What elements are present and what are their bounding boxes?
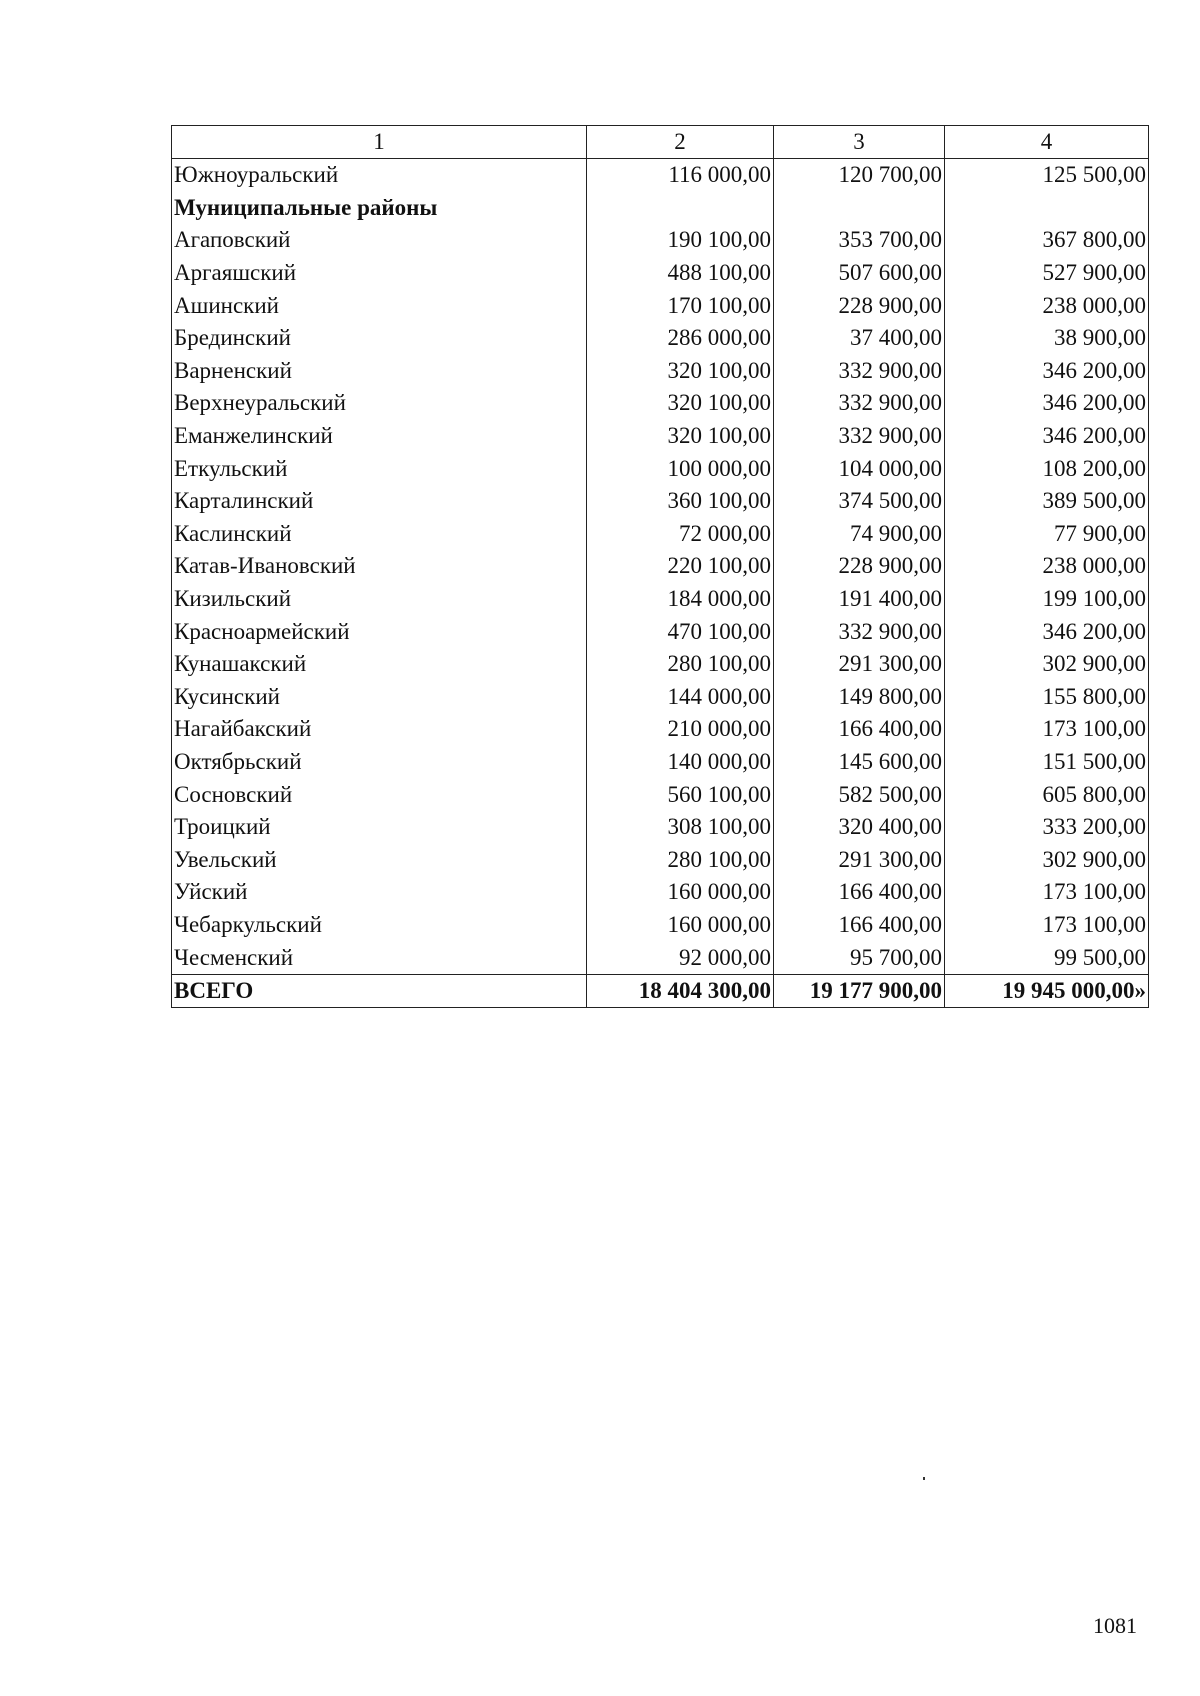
- row-value-2: 280 100,00: [587, 843, 774, 876]
- row-value-3: 74 900,00: [774, 518, 945, 551]
- table-row: [172, 224, 1149, 257]
- row-name: Карталинский: [172, 485, 587, 518]
- row-value-2: 470 100,00: [587, 615, 774, 648]
- row-name: Брединский: [172, 322, 587, 355]
- row-value-3: 332 900,00: [774, 387, 945, 420]
- row-value-4: 155 800,00: [945, 681, 1149, 714]
- row-name: Чебаркульский: [172, 909, 587, 942]
- row-value-2: 72 000,00: [587, 518, 774, 551]
- row-value-4: 238 000,00: [945, 289, 1149, 322]
- table-row: [172, 876, 1149, 909]
- row-name: Сосновский: [172, 778, 587, 811]
- row-name: Муниципальные районы: [172, 192, 587, 225]
- row-value-2: 308 100,00: [587, 811, 774, 844]
- table-row: [172, 420, 1149, 453]
- row-value-2: 140 000,00: [587, 746, 774, 779]
- total-value-4: 19 945 000,00»: [945, 974, 1149, 1008]
- table-row: [172, 713, 1149, 746]
- row-value-2: 320 100,00: [587, 387, 774, 420]
- row-value-3: 37 400,00: [774, 322, 945, 355]
- row-value-3: 332 900,00: [774, 355, 945, 388]
- row-value-3: 95 700,00: [774, 941, 945, 974]
- total-value-3: 19 177 900,00: [774, 974, 945, 1008]
- row-name: Аргаяшский: [172, 257, 587, 290]
- row-value-2: 488 100,00: [587, 257, 774, 290]
- row-value-4: 346 200,00: [945, 615, 1149, 648]
- row-value-2: 144 000,00: [587, 681, 774, 714]
- row-name: Верхнеуральский: [172, 387, 587, 420]
- table-row: [172, 550, 1149, 583]
- page-number: 1081: [1093, 1613, 1137, 1638]
- table-row: [172, 322, 1149, 355]
- row-value-3: 228 900,00: [774, 550, 945, 583]
- row-value-4: 238 000,00: [945, 550, 1149, 583]
- table-row: [172, 746, 1149, 779]
- total-value-2: 18 404 300,00: [587, 974, 774, 1008]
- row-value-3: 166 400,00: [774, 909, 945, 942]
- budget-table: [171, 125, 1149, 1008]
- row-name: Увельский: [172, 843, 587, 876]
- row-value-3: 120 700,00: [774, 159, 945, 192]
- row-name: Каслинский: [172, 518, 587, 551]
- row-name: Ашинский: [172, 289, 587, 322]
- row-value-4: 527 900,00: [945, 257, 1149, 290]
- table-row: [172, 648, 1149, 681]
- column-header-3: 3: [774, 126, 945, 159]
- total-row: [172, 974, 1149, 1008]
- row-value-2: [587, 192, 774, 225]
- row-value-3: 291 300,00: [774, 648, 945, 681]
- row-name: Варненский: [172, 355, 587, 388]
- row-value-4: 77 900,00: [945, 518, 1149, 551]
- table-row: [172, 941, 1149, 974]
- table-row: [172, 387, 1149, 420]
- table-row: [172, 681, 1149, 714]
- row-value-2: 160 000,00: [587, 876, 774, 909]
- table-row: [172, 778, 1149, 811]
- row-value-3: 104 000,00: [774, 452, 945, 485]
- row-value-4: 346 200,00: [945, 355, 1149, 388]
- row-value-4: 302 900,00: [945, 843, 1149, 876]
- row-value-3: 374 500,00: [774, 485, 945, 518]
- row-name: Уйский: [172, 876, 587, 909]
- table-row: [172, 583, 1149, 616]
- row-value-4: 125 500,00: [945, 159, 1149, 192]
- table-row: [172, 159, 1149, 192]
- column-header-1: 1: [172, 126, 587, 159]
- total-label: ВСЕГО: [172, 974, 587, 1008]
- table-row: [172, 355, 1149, 388]
- table-row: [172, 811, 1149, 844]
- row-name: Южноуральский: [172, 159, 587, 192]
- table-row: [172, 192, 1149, 225]
- row-value-2: 116 000,00: [587, 159, 774, 192]
- row-value-4: 38 900,00: [945, 322, 1149, 355]
- row-name: Троицкий: [172, 811, 587, 844]
- row-value-4: [945, 192, 1149, 225]
- row-value-4: 367 800,00: [945, 224, 1149, 257]
- row-value-3: 332 900,00: [774, 420, 945, 453]
- row-value-3: 191 400,00: [774, 583, 945, 616]
- row-value-2: 190 100,00: [587, 224, 774, 257]
- row-value-3: 149 800,00: [774, 681, 945, 714]
- row-value-2: 286 000,00: [587, 322, 774, 355]
- column-header-2: 2: [587, 126, 774, 159]
- row-value-2: 92 000,00: [587, 941, 774, 974]
- row-value-4: 389 500,00: [945, 485, 1149, 518]
- row-name: Нагайбакский: [172, 713, 587, 746]
- row-value-3: 507 600,00: [774, 257, 945, 290]
- row-value-4: 605 800,00: [945, 778, 1149, 811]
- row-value-2: 320 100,00: [587, 420, 774, 453]
- row-value-2: 100 000,00: [587, 452, 774, 485]
- table-row: [172, 615, 1149, 648]
- row-value-3: 291 300,00: [774, 843, 945, 876]
- row-value-4: 173 100,00: [945, 876, 1149, 909]
- table-row: [172, 485, 1149, 518]
- row-value-4: 173 100,00: [945, 909, 1149, 942]
- row-value-3: 332 900,00: [774, 615, 945, 648]
- row-value-3: 353 700,00: [774, 224, 945, 257]
- row-value-4: 151 500,00: [945, 746, 1149, 779]
- row-name: Еткульский: [172, 452, 587, 485]
- row-name: Еманжелинский: [172, 420, 587, 453]
- scan-speck: [923, 1477, 925, 1480]
- row-value-4: 173 100,00: [945, 713, 1149, 746]
- row-value-3: 582 500,00: [774, 778, 945, 811]
- row-value-2: 320 100,00: [587, 355, 774, 388]
- table-row: [172, 909, 1149, 942]
- row-value-4: 333 200,00: [945, 811, 1149, 844]
- table-row: [172, 257, 1149, 290]
- row-value-4: 108 200,00: [945, 452, 1149, 485]
- row-value-2: 360 100,00: [587, 485, 774, 518]
- row-value-4: 346 200,00: [945, 387, 1149, 420]
- row-value-4: 99 500,00: [945, 941, 1149, 974]
- row-name: Агаповский: [172, 224, 587, 257]
- table-row: [172, 452, 1149, 485]
- column-number-row: [172, 126, 1149, 159]
- row-value-2: 220 100,00: [587, 550, 774, 583]
- row-value-4: 199 100,00: [945, 583, 1149, 616]
- row-name: Октябрьский: [172, 746, 587, 779]
- row-value-3: [774, 192, 945, 225]
- table-row: [172, 518, 1149, 551]
- row-name: Кизильский: [172, 583, 587, 616]
- row-name: Катав-Ивановский: [172, 550, 587, 583]
- row-value-2: 170 100,00: [587, 289, 774, 322]
- table-row: [172, 289, 1149, 322]
- row-value-3: 166 400,00: [774, 713, 945, 746]
- row-value-2: 280 100,00: [587, 648, 774, 681]
- table-row: [172, 843, 1149, 876]
- row-value-3: 320 400,00: [774, 811, 945, 844]
- row-name: Кусинский: [172, 681, 587, 714]
- row-value-4: 302 900,00: [945, 648, 1149, 681]
- row-value-2: 210 000,00: [587, 713, 774, 746]
- row-value-2: 560 100,00: [587, 778, 774, 811]
- row-name: Кунашакский: [172, 648, 587, 681]
- row-name: Чесменский: [172, 941, 587, 974]
- row-name: Красноармейский: [172, 615, 587, 648]
- row-value-2: 160 000,00: [587, 909, 774, 942]
- row-value-3: 145 600,00: [774, 746, 945, 779]
- row-value-3: 166 400,00: [774, 876, 945, 909]
- row-value-2: 184 000,00: [587, 583, 774, 616]
- row-value-4: 346 200,00: [945, 420, 1149, 453]
- column-header-4: 4: [945, 126, 1149, 159]
- row-value-3: 228 900,00: [774, 289, 945, 322]
